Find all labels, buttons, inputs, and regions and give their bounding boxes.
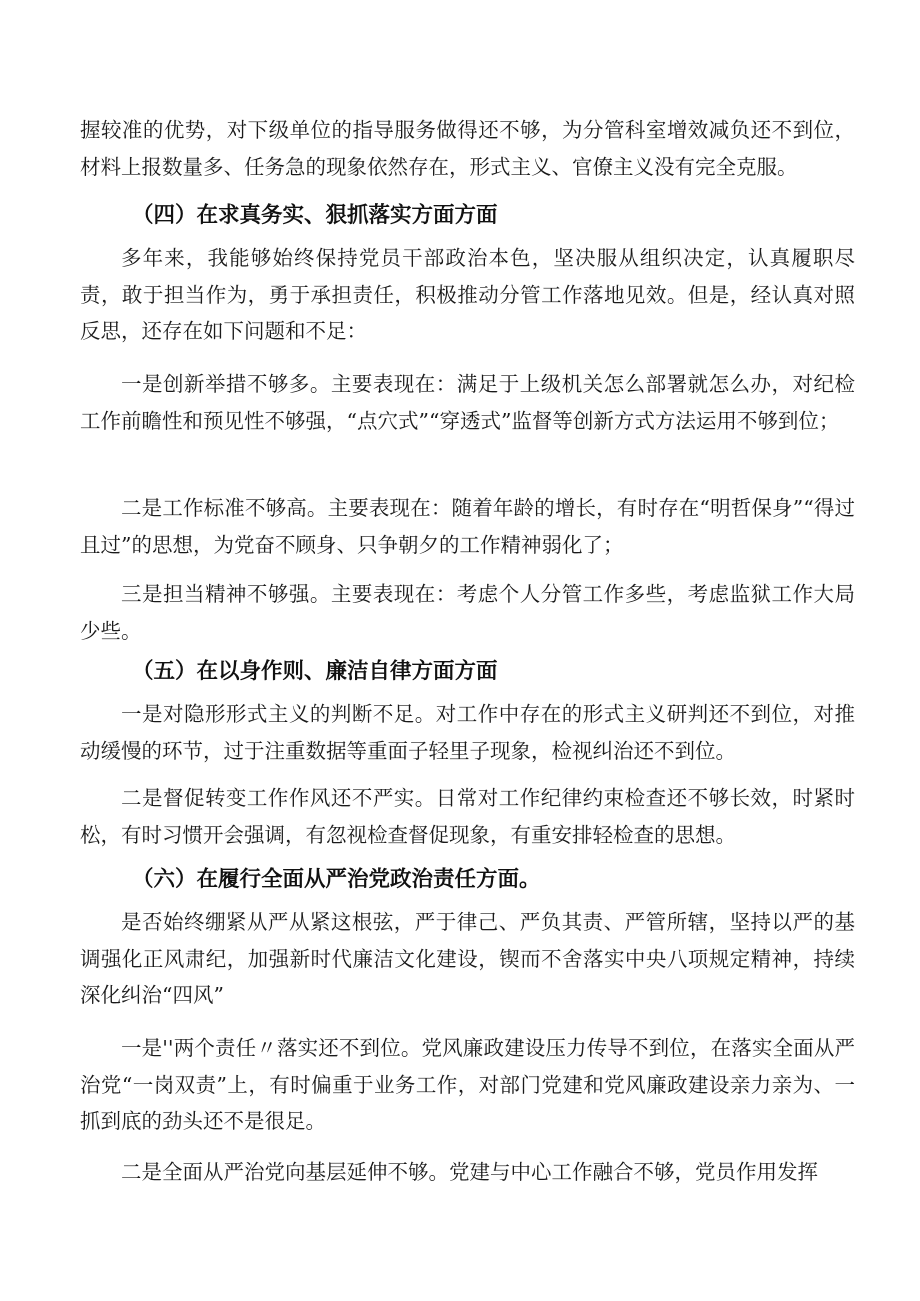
paragraph-item-2: 二是全面从严治党向基层延伸不够。党建与中心工作融合不够，党员作用发挥 xyxy=(121,1160,818,1184)
paragraph-item-1: 一是''两个责任〃落实还不到位。党风廉政建设压力传导不到位，在落实全面从严治党“一岗双责”上，有时偏重于业务工作，对部门党建和党风廉政建设亲力亲为、一抓到底的劲头还不是很足。 xyxy=(80,1036,855,1133)
section-heading-4: （四）在求真务实、狠抓落实方面方面 xyxy=(132,203,498,228)
paragraph-item-2: 二是工作标准不够高。主要表现在：随着年龄的增长，有时存在“明哲保身”“得过且过”的思想，为党奋不顾身、只争朝夕的工作精神弱化了； xyxy=(80,496,855,557)
paragraph-continuation: 握较准的优势，对下级单位的指导服务做得还不够，为分管科室增效减负还不到位，材料上报数量多、任务急的现象依然存在，形式主义、官僚主义没有完全克服。 xyxy=(80,118,855,179)
paragraph-item-3: 三是担当精神不够强。主要表现在：考虑个人分管工作多些，考虑监狱工作大局少些。 xyxy=(80,582,855,643)
section-heading-6: （六）在履行全面从严治党政治责任方面。 xyxy=(132,867,541,892)
paragraph-intro: 是否始终绷紧从严从紧这根弦，严于律己、严负其责、严管所辖，坚持以严的基调强化正风肃纪，加强新时代廉洁文化建设，锲而不舍落实中央八项规定精神，持续深化纠治“四风” xyxy=(80,910,855,1007)
paragraph-intro: 多年来，我能够始终保持党员干部政治本色，坚决服从组织决定，认真履职尽责，敢于担当作为，勇于承担责任，积极推动分管工作落地见效。但是，经认真对照反思，还存在如下问题和不足： xyxy=(80,246,855,343)
paragraph-item-1: 一是创新举措不够多。主要表现在：满足于上级机关怎么部署就怎么办，对纪检工作前瞻性和预见性不够强，“点穴式”“穿透式”监督等创新方式方法运用不够到位； xyxy=(80,372,855,433)
section-heading-5: （五）在以身作则、廉洁自律方面方面 xyxy=(132,659,498,684)
paragraph-item-2: 二是督促转变工作作风还不严实。日常对工作纪律约束检查还不够长效，时紧时松，有时习惯开会强调，有忽视检查督促现象，有重安排轻检查的思想。 xyxy=(80,786,855,847)
paragraph-item-1: 一是对隐形形式主义的判断不足。对工作中存在的形式主义研判还不到位，对推动缓慢的环节，过于注重数据等重面子轻里子现象，检视纠治还不到位。 xyxy=(80,702,855,763)
